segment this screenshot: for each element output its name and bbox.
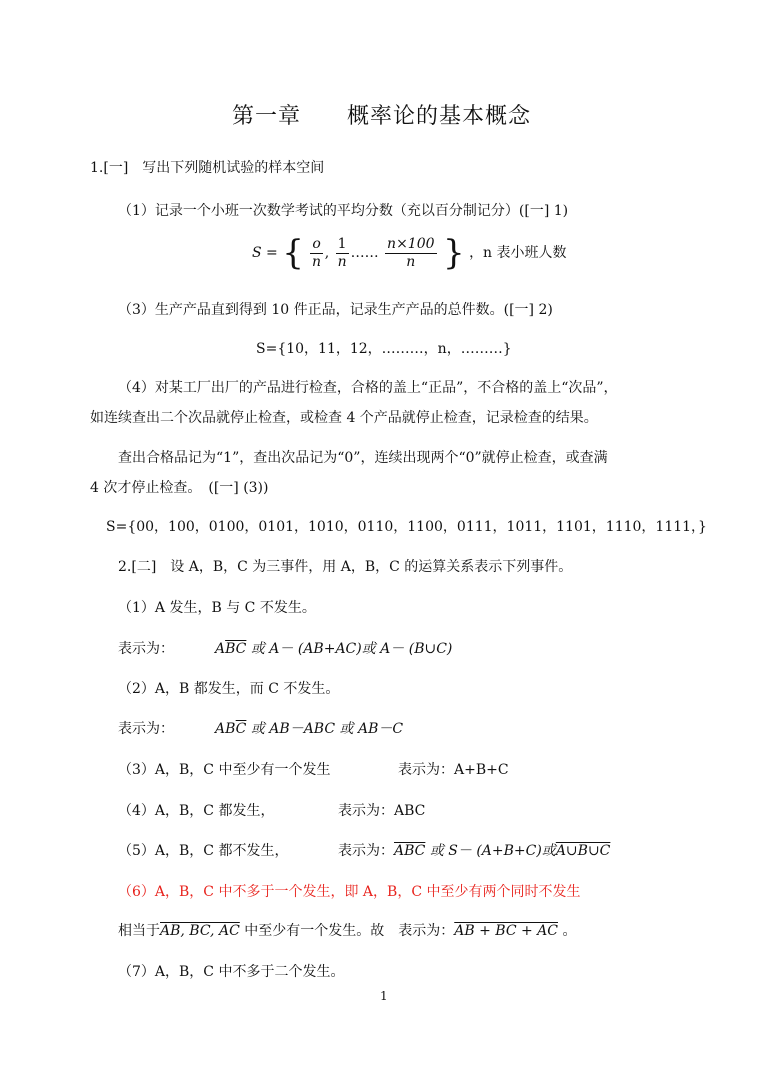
fraction-n100-n: $\frac{n\times 100}{n}$ xyxy=(387,235,435,270)
right-brace: } xyxy=(442,233,465,273)
q2-item-6-explanation xyxy=(118,921,576,941)
q2-item-2-label: 表示为： xyxy=(118,721,174,737)
question-1-heading: 1.[一] 写出下列随机试验的样本空间 xyxy=(90,160,325,176)
overlined-part: $\overline{ABC}$ xyxy=(394,843,426,859)
formula-lhs: S = xyxy=(252,245,278,261)
explanation-middle: 中至少有一个发生。故 表示为： xyxy=(239,923,455,939)
answer-rest: 或 AB－ABC 或 AB－C xyxy=(246,721,404,737)
explanation-prefix: 相当于 xyxy=(118,923,160,939)
fraction-o-n: $\frac{o}{n}$ xyxy=(312,235,322,270)
fraction-1-n: $\frac{1}{n}$ xyxy=(337,235,347,270)
q2-item-5: （5）A，B，C 都不发生， xyxy=(118,843,289,859)
q2-item-1: （1）A 发生，B 与 C 不发生。 xyxy=(118,600,316,616)
page-title: 第一章 概率论的基本概念 xyxy=(232,104,532,129)
formula-comma: , xyxy=(324,245,330,261)
formula-tail: ，n 表小班人数 xyxy=(469,245,567,261)
q1-item-4-line-3: 查出合格品记为“1”，查出次品记为“0”，连续出现两个“0”就停止检查，或查满 xyxy=(118,450,608,466)
q2-item-1-label: 表示为： xyxy=(118,641,174,657)
q1-item-1: （1）记录一个小班一次数学考试的平均分数（充以百分制记分）([一] 1) xyxy=(118,203,569,219)
overlined-union: A∪B∪C xyxy=(555,843,611,859)
answer-part: A xyxy=(215,641,226,657)
sample-space-formula xyxy=(252,233,567,273)
left-brace: { xyxy=(282,233,304,273)
q1-item-4-line-1: （4）对某工厂出厂的产品进行检查，合格的盖上“正品”，不合格的盖上“次品”， xyxy=(118,380,618,396)
page-number: 1 xyxy=(380,989,388,1003)
explanation-end: 。 xyxy=(558,923,577,939)
q2-item-1-answer xyxy=(215,639,452,659)
answer-rest: 或 S－ (A+B+C)或 xyxy=(425,843,556,859)
q1-item-3-set: S={10，11，12，………，n，………} xyxy=(256,341,512,357)
q2-item-3: （3）A，B，C 中至少有一个发生 xyxy=(118,762,331,778)
overlined-part: $\overline{C}$ xyxy=(235,721,247,737)
q2-item-4: （4）A，B，C 都发生， xyxy=(118,803,275,819)
q1-item-4-set: S={00，100，0100，0101，1010，0110，1100，0111，1011，1101，1110，1111，} xyxy=(106,519,707,535)
answer-rest: 或 A－ (AB+AC)或 A－ (B∪C) xyxy=(246,641,453,657)
overlined-answer: AB + BC + AC xyxy=(454,923,558,939)
formula-dots: …… xyxy=(350,245,379,261)
overlined-terms: AB, BC, AC xyxy=(160,923,240,939)
overlined-part: $\overline{BC}$ xyxy=(225,641,247,657)
q2-item-5-answer xyxy=(338,841,610,861)
answer-part: AB xyxy=(215,721,236,737)
q2-item-4-answer: 表示为：ABC xyxy=(338,803,426,819)
q1-item-4-line-4: 4 次才停止检查。 ([一] (3)) xyxy=(90,480,269,496)
q2-item-7: （7）A，B，C 中不多于二个发生。 xyxy=(118,964,345,980)
q2-item-2: （2）A，B 都发生，而 C 不发生。 xyxy=(118,681,340,697)
q1-item-3: （3）生产产品直到得到 10 件正品，记录生产产品的总件数。([一] 2) xyxy=(118,302,553,318)
answer-label: 表示为： xyxy=(338,843,394,859)
q2-item-2-answer xyxy=(215,719,403,739)
q2-item-6: （6）A，B，C 中不多于一个发生，即 A，B，C 中至少有两个同时不发生 xyxy=(118,884,581,900)
q2-item-3-answer: 表示为：A+B+C xyxy=(398,762,509,778)
q1-item-4-line-2: 如连续查出二个次品就停止检查，或检查 4 个产品就停止检查，记录检查的结果。 xyxy=(90,410,598,426)
question-2-heading: 2.[二] 设 A，B，C 为三事件，用 A，B，C 的运算关系表示下列事件。 xyxy=(118,559,573,575)
